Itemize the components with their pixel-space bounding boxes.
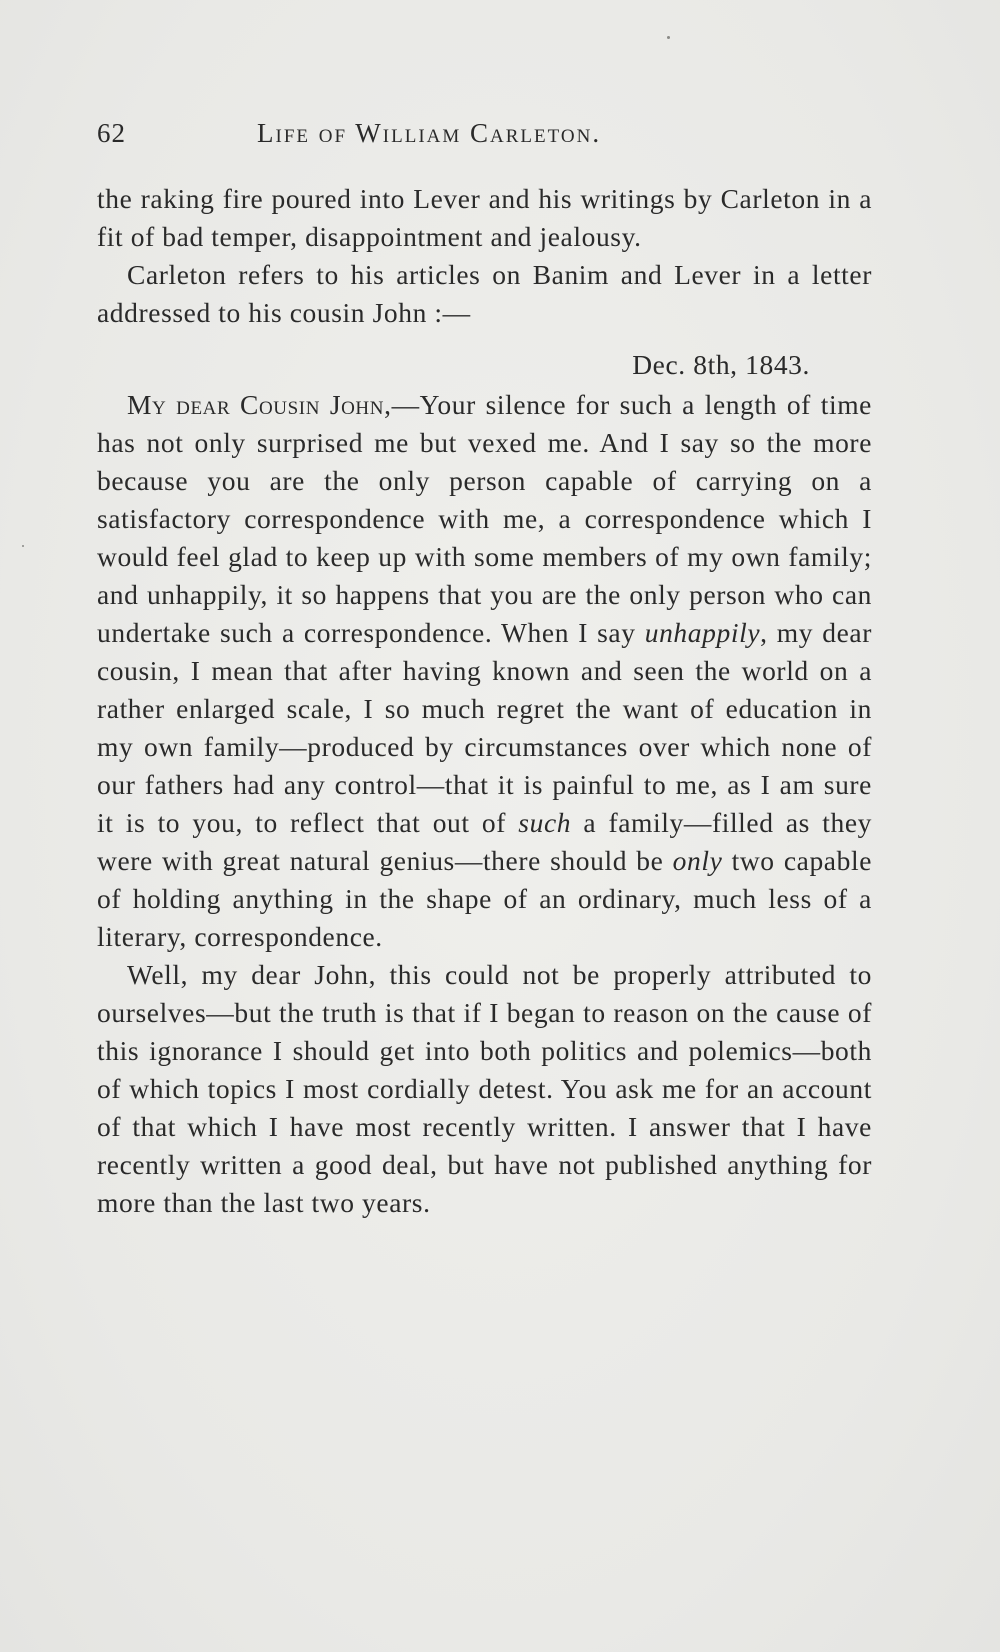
letter-salutation: My dear Cousin John,	[127, 389, 392, 420]
text-run: a family—filled as they were with great natural genius—there should be	[97, 807, 872, 876]
paper-speck	[22, 545, 24, 547]
paper-speck	[667, 36, 670, 39]
letter-date: Dec. 8th, 1843.	[632, 349, 810, 380]
letter-paragraph	[97, 386, 872, 956]
paragraph: Carleton refers to his articles on Banim and Lever in a letter addressed to his cousin John :—	[97, 259, 872, 328]
italic-text: only	[672, 845, 723, 876]
page-header	[97, 118, 869, 158]
paragraph: the raking fire poured into Lever and his writings by Carleton in a fit of bad temper, disappointment and jealousy.	[97, 183, 872, 252]
text-run: —Your silence for such a length of time has not only surprised me but vexed me. And I say so the more because you are the only person capable of carrying on a satisfactory correspondence with me, a correspondence which I would feel glad to keep up with some members of my own family; and unhappily, it so happens that you are the only person who can undertake such a correspondence. When I say	[97, 389, 872, 648]
italic-text: unhappily	[644, 617, 761, 648]
paragraph: Well, my dear John, this could not be properly attributed to ourselves—but the truth is that if I began to reason on the cause of this ignorance I should get into both politics and polemics—both of which topics I most cordially detest. You ask me for an account of that which I have most recently written. I answer that I have recently written a good deal, but have not published anything for more than the last two years.	[97, 959, 872, 1218]
text-run: two capable of holding anything in the shape of an ordinary, much less of a literary, correspondence.	[97, 845, 872, 952]
running-head: Life of William Carleton.	[257, 118, 602, 148]
italic-text: such	[518, 807, 572, 838]
body-text	[97, 180, 872, 1222]
page-number: 62	[97, 118, 126, 148]
text-run: , my dear cousin, I mean that after having known and seen the world on a rather enlarged scale, I so much regret the want of education in my own family—produced by circumstances over which none of our fathers had any control—that it is painful to me, as I am sure it is to you, to reflect that out of	[97, 617, 872, 838]
